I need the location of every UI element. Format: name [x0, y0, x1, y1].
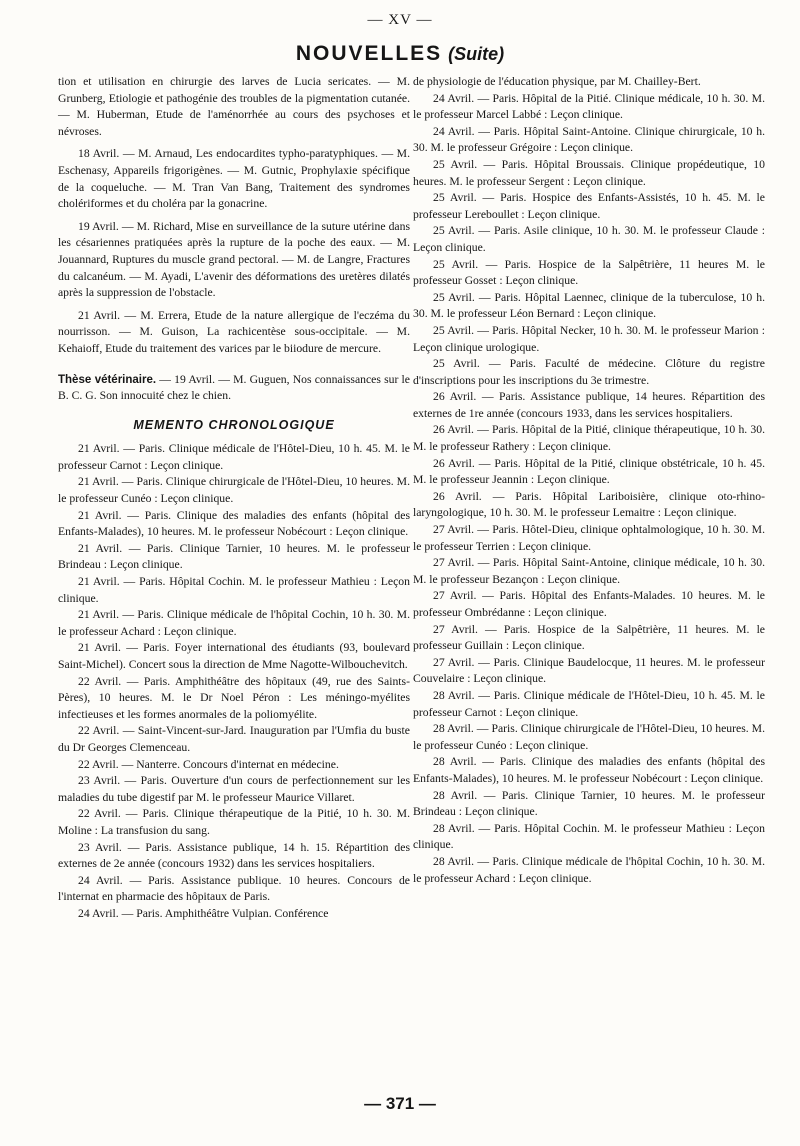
paragraph: 21 Avril. — M. Errera, Etude de la nature allergique de l'eczéma du nourrisson. — M. Guison, La rachicentèse sous-occipitale. — M. Kehaioff, Etude du traitement des varices par le biiodure de mercure. — [58, 308, 410, 355]
paragraph: tion et utilisation en chirurgie des larves de Lucia sericates. — M. Grunberg, Etiologie et pathogénie des troubles de la pigmentation cutanée. — M. Huberman, Etude de l'aménorrhée au cours des psychoses et névroses. — [58, 75, 410, 138]
memento-entry-continued: de physiologie de l'éducation physique, par M. Chailley-Bert. — [413, 75, 701, 88]
paragraph: 18 Avril. — M. Arnaud, Les endocardites typho-paratyphiques. — M. Eschenasy, Appareils frigorigènes. — M. Gutnic, Prophylaxie spécifique de la coqueluche. — M. Tran Van Bang, Traitement des syndromes cholériformes et du choléra par la gonacrine. — [58, 147, 410, 211]
memento-entry: 21 Avril. — Paris. Hôpital Cochin. M. le professeur Mathieu : Leçon clinique. — [58, 575, 410, 605]
memento-entry: 23 Avril. — Paris. Ouverture d'un cours de perfectionnement sur les maladies du tube digestif par M. le professeur Maurice Villaret. — [58, 774, 410, 804]
memento-entry: 25 Avril. — Paris. Hôpital Necker, 10 h. 30. M. le professeur Marion : Leçon clinique urologique. — [413, 323, 765, 354]
memento-entry: 25 Avril. — Paris. Hôpital Broussais. Clinique propédeutique, 10 heures. M. le professeur Sergent : Leçon clinique. — [413, 157, 765, 188]
memento-entry: 21 Avril. — Paris. Clinique Tarnier, 10 heures. M. le professeur Brindeau : Leçon clinique. — [58, 541, 410, 572]
memento-entry: 27 Avril. — Paris. Hospice de la Salpêtrière, 11 heures. M. le professeur Guillain : Leçon clinique. — [413, 622, 765, 653]
memento-entry: 26 Avril. — Paris. Assistance publique, 14 heures. Répartition des externes de 1re année (concours 1933, dans les services hospitaliers. — [413, 390, 765, 420]
memento-entry: 22 Avril. — Paris. Amphithéâtre des hôpitaux (49, rue des Saints-Pères), 10 heures. M. le Dr Noel Péron : Les méningo-myélites infectieuses et les formes anormales de la poliomyélite. — [58, 674, 410, 721]
these-label: Thèse vétérinaire. — [58, 373, 157, 386]
memento-entry: 25 Avril. — Paris. Hôpital Laennec, clinique de la tuberculose, 10 h. 30. M. le professeur Léon Bernard : Leçon clinique. — [413, 290, 765, 321]
memento-entry: 21 Avril. — Paris. Clinique médicale de l'Hôtel-Dieu, 10 h. 45. M. le professeur Carnot : Leçon clinique. — [58, 442, 410, 472]
page-title — [0, 42, 800, 66]
memento-entry: 26 Avril. — Paris. Hôpital de la Pitié, clinique thérapeutique, 10 h. 30. M. le professeur Rathery : Leçon clinique. — [413, 423, 765, 454]
memento-entry: 24 Avril. — Paris. Amphithéâtre Vulpian. Conférence — [78, 906, 329, 920]
memento-entry: 25 Avril. — Paris. Asile clinique, 10 h. 30. M. le professeur Claude : Leçon clinique. — [413, 224, 765, 254]
memento-entry: 21 Avril. — Paris. Clinique des maladies des enfants (hôpital des Enfants-Malades), 10 heures. M. le professeur Nobécourt : Leçon clinique. — [58, 508, 410, 539]
memento-entry: 22 Avril. — Paris. Clinique thérapeutique de la Pitié, 10 h. 30. M. Moline : La transfusion du sang. — [58, 807, 410, 837]
title-suite: (Suite) — [448, 44, 505, 64]
memento-entry: 28 Avril. — Paris. Hôpital Cochin. M. le professeur Mathieu : Leçon clinique. — [413, 821, 765, 852]
memento-heading: MEMENTO CHRONOLOGIQUE — [133, 417, 335, 432]
memento-entry: 21 Avril. — Paris. Clinique chirurgicale de l'Hôtel-Dieu, 10 heures. M. le professeur Cunéo : Leçon clinique. — [58, 475, 410, 506]
paragraph: 19 Avril. — M. Richard, Mise en surveillance de la suture utérine dans les césariennes pratiquées après la rupture de la poche des eaux. — M. Jouannard, Ruptures du muscle grand pectoral. — M. de Langre, Fractures du calcanéum. — M. Ayadi, L'avenir des déformations des uretères dilatés après la suppression de l'obstacle. — [58, 219, 410, 300]
memento-entry: 28 Avril. — Paris. Clinique des maladies des enfants (hôpital des Enfants-Malades), 10 heures. M. le professeur Nobécourt : Leçon clinique. — [413, 755, 765, 785]
memento-entry: 24 Avril. — Paris. Hôpital Saint-Antoine. Clinique chirurgicale, 10 h. 30. M. le professeur Grégoire : Leçon clinique. — [413, 124, 765, 155]
left-column — [58, 74, 410, 923]
these-text: — 19 Avril. — M. Guguen, Nos connaissances sur le B. C. G. Son innocuité chez le chien. — [58, 372, 410, 403]
memento-entry: 22 Avril. — Saint-Vincent-sur-Jard. Inauguration par l'Umfia du buste du Dr Georges Clemenceau. — [58, 724, 410, 754]
memento-entry: 28 Avril. — Paris. Clinique médicale de l'hôpital Cochin, 10 h. 30. M. le professeur Achard : Leçon clinique. — [413, 854, 765, 885]
right-column — [413, 74, 765, 887]
memento-entry: 25 Avril. — Paris. Faculté de médecine. Clôture du registre d'inscriptions pour les inscriptions du 3e trimestre. — [413, 357, 765, 387]
memento-entry: 27 Avril. — Paris. Hôtel-Dieu, clinique ophtalmologique, 10 h. 30. M. le professeur Terrien : Leçon clinique. — [413, 523, 765, 553]
page-number: — 371 — — [364, 1094, 436, 1113]
memento-entry: 28 Avril. — Paris. Clinique Tarnier, 10 heures. M. le professeur Brindeau : Leçon clinique. — [413, 788, 765, 819]
memento-entry: 23 Avril. — Paris. Assistance publique, 14 h. 15. Répartition des externes de 2e année (concours 1932) dans les services hospitaliers. — [58, 840, 410, 871]
these-veterinaire — [58, 372, 410, 405]
memento-entry: 25 Avril. — Paris. Hospice des Enfants-Assistés, 10 h. 45. M. le professeur Lereboullet : Leçon clinique. — [413, 191, 765, 221]
memento-entry: 24 Avril. — Paris. Hôpital de la Pitié. Clinique médicale, 10 h. 30. M. le professeur Marcel Labbé : Leçon clinique. — [413, 91, 765, 122]
memento-entry: 22 Avril. — Nanterre. Concours d'internat en médecine. — [78, 757, 339, 771]
memento-entry: 28 Avril. — Paris. Clinique chirurgicale de l'Hôtel-Dieu, 10 heures. M. le professeur Cunéo : Leçon clinique. — [413, 722, 765, 752]
memento-entry: 24 Avril. — Paris. Assistance publique. 10 heures. Concours de l'internat en pharmacie des hôpitaux de Paris. — [58, 873, 410, 904]
memento-entry: 25 Avril. — Paris. Hospice de la Salpêtrière, 11 heures M. le professeur Gosset : Leçon clinique. — [413, 257, 765, 288]
title-nouvelles: NOUVELLES — [295, 42, 443, 65]
memento-entry: 26 Avril. — Paris. Hôpital Lariboisière, clinique oto-rhino-laryngologique, 10 h. 30. M. le professeur Lemaitre : Leçon clinique. — [413, 489, 765, 520]
memento-entry: 27 Avril. — Paris. Hôpital des Enfants-Malades. 10 heures. M. le professeur Ombrédanne : Leçon clinique. — [413, 589, 765, 619]
memento-entry: 21 Avril. — Paris. Foyer international des étudiants (93, boulevard Saint-Michel). Concert sous la direction de Mme Nagotte-Wilbouchevitch. — [58, 641, 410, 671]
memento-entry: 28 Avril. — Paris. Clinique médicale de l'Hôtel-Dieu, 10 h. 45. M. le professeur Carnot : Leçon clinique. — [413, 688, 765, 719]
memento-entry: 27 Avril. — Paris. Clinique Baudelocque, 11 heures. M. le professeur Couvelaire : Leçon clinique. — [413, 655, 765, 686]
section-roman-numeral: — XV — — [367, 12, 433, 28]
memento-entry: 27 Avril. — Paris. Hôpital Saint-Antoine, clinique médicale, 10 h. 30. M. le professeur Bezançon : Leçon clinique. — [413, 556, 765, 586]
memento-entry: 21 Avril. — Paris. Clinique médicale de l'hôpital Cochin, 10 h. 30. M. le professeur Achard : Leçon clinique. — [58, 608, 410, 638]
memento-entry: 26 Avril. — Paris. Hôpital de la Pitié, clinique obstétricale, 10 h. 45. M. le professeur Jeannin : Leçon clinique. — [413, 456, 765, 487]
